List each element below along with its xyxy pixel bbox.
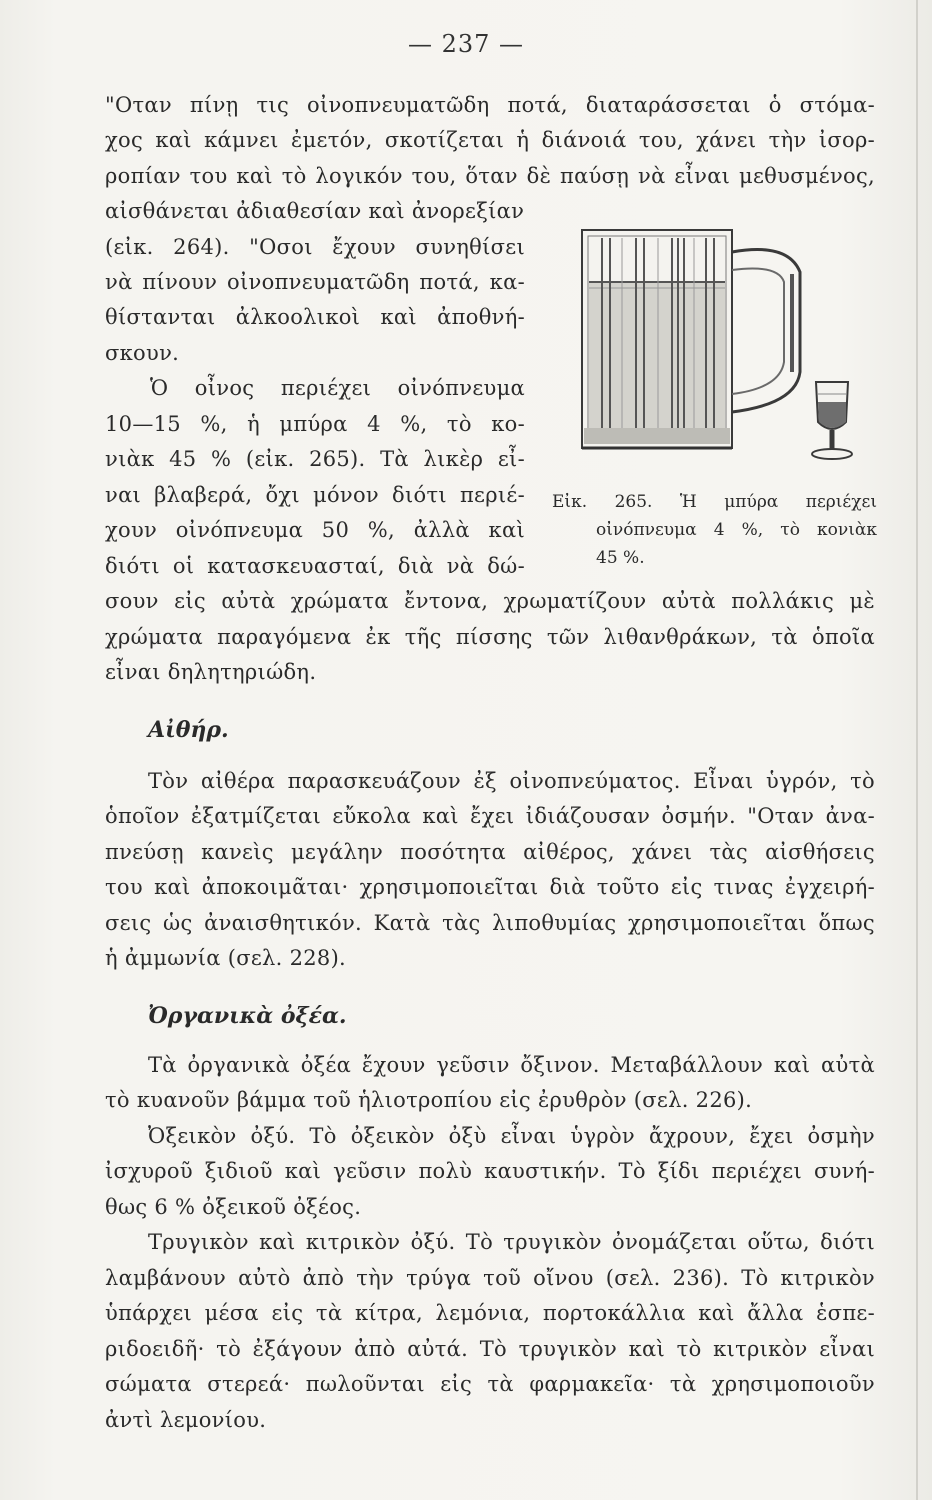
- text-line: ἰσχυροῦ ξιδιοῦ καὶ γεῦσιν πολὺ καυστικήν. Τὸ ξίδι περιέχει συνή-: [105, 1159, 875, 1183]
- text-line: Τὸν αἰθέρα παρασκευάζουν ἐξ οἰνοπνεύματος. Εἶναι ὑγρόν, τὸ: [148, 769, 875, 793]
- text-line: σουν εἰς αὐτὰ χρώματα ἔντονα, χρωματίζουν αὐτὰ πολλάκις μὲ: [105, 589, 875, 613]
- figure-caption-line: οἰνόπνευμα 4 %, τὸ κονιὰκ: [596, 520, 877, 540]
- text-line: χουν οἰνόπνευμα 50 %, ἀλλὰ καὶ: [105, 518, 525, 542]
- text-line: 10—15 %, ἡ μπύρα 4 %, τὸ κο-: [105, 412, 525, 436]
- text-line: ναι βλαβερά, ὄχι μόνον διότι περιέ-: [105, 483, 525, 507]
- text-line: Τρυγικὸν καὶ κιτρικὸν ὀξύ. Τὸ τρυγικὸν ὀνομάζεται οὕτω, διότι: [148, 1230, 875, 1254]
- text-line: χρώματα παραγόμενα ἐκ τῆς πίσσης τῶν λιθανθράκων, τὰ ὁποῖα: [105, 625, 875, 649]
- text-line: αἰσθάνεται ἀδιαθεσίαν καὶ ἀνορεξίαν: [105, 199, 525, 223]
- liqueur-glass-icon: [812, 382, 852, 459]
- text-line: θως 6 % ὀξεικοῦ ὀξέος.: [105, 1195, 362, 1219]
- text-line: του καὶ ἀποκοιμᾶται· χρησιμοποιεῖται διὰ τοῦτο εἰς τινας ἐγχειρή-: [105, 875, 875, 899]
- text-line: σεις ὡς ἀναισθητικόν. Κατὰ τὰς λιποθυμίας χρησιμοποιεῖται ὅπως: [105, 911, 875, 935]
- text-line: διότι οἱ κατασκευασταί, διὰ νὰ δώ-: [105, 554, 525, 578]
- text-line: Ὀξεικὸν ὀξύ. Τὸ ὀξεικὸν ὀξὺ εἶναι ὑγρὸν ἄχρουν, ἔχει ὀσμὴν: [148, 1124, 875, 1148]
- page-number: — 237 —: [407, 30, 525, 58]
- book-spine-edge: [916, 0, 918, 1500]
- text-line: ροπίαν του καὶ τὸ λογικόν του, ὅταν δὲ παύσῃ νὰ εἶναι μεθυσμένος,: [105, 164, 875, 188]
- text-line: χος καὶ κάμνει ἐμετόν, σκοτίζεται ἡ διάνοιά του, χάνει τὴν ἰσορ-: [105, 128, 875, 152]
- text-line: τὸ κυανοῦν βάμμα τοῦ ἡλιοτροπίου εἰς ἐρυθρὸν (σελ. 226).: [105, 1088, 753, 1112]
- beer-mug-icon: [582, 230, 800, 448]
- text-line: λαμβάνουν αὐτὸ ἀπὸ τὴν τρύγα τοῦ οἴνου (σελ. 236). Τὸ κιτρικὸν: [105, 1266, 875, 1290]
- section-heading-ether: Αἰθήρ.: [148, 717, 229, 743]
- text-line: ἀντὶ λεμονίου.: [105, 1408, 267, 1432]
- figure-caption-line: Εἰκ. 265. Ἡ μπύρα περιέχει: [552, 492, 877, 512]
- beer-mug-and-glass-illustration: [578, 222, 878, 472]
- text-line: εἶναι δηλητηριώδη.: [105, 660, 317, 684]
- text-line: ὑπάρχει μέσα εἰς τὰ κίτρα, λεμόνια, πορτοκάλλια καὶ ἄλλα ἑσπε-: [105, 1301, 875, 1325]
- figure-caption-line: 45 %.: [596, 548, 645, 568]
- text-line: ριδοειδῆ· τὸ ἐξάγουν ἀπὸ αὐτά. Τὸ τρυγικὸν καὶ τὸ κιτρικὸν εἶναι: [105, 1337, 875, 1361]
- section-heading-organic-acids: Ὀργανικὰ ὀξέα.: [148, 1003, 347, 1029]
- text-line: "Οταν πίνῃ τις οἰνοπνευματῶδη ποτά, διαταράσσεται ὁ στόμα-: [105, 93, 875, 117]
- text-line: σκουν.: [105, 341, 180, 365]
- text-line: (εἰκ. 264). "Οσοι ἔχουν συνηθίσει: [105, 235, 525, 259]
- text-line: νὰ πίνουν οἰνοπνευματῶδη ποτά, κα-: [105, 270, 525, 294]
- text-line: πνεύσῃ κανεὶς μεγάλην ποσότητα αἰθέρος, χάνει τὰς αἰσθήσεις: [105, 840, 875, 864]
- text-line: ἡ ἀμμωνία (σελ. 228).: [105, 946, 347, 970]
- text-line: Τὰ ὀργανικὰ ὀξέα ἔχουν γεῦσιν ὄξινον. Μεταβάλλουν καὶ αὐτὰ: [148, 1053, 875, 1077]
- text-line: Ὁ οἶνος περιέχει οἰνόπνευμα: [150, 376, 525, 400]
- text-line: θίστανται ἀλκοολικοὶ καὶ ἀποθνή-: [105, 305, 525, 329]
- text-line: νιὰκ 45 % (εἰκ. 265). Τὰ λικὲρ εἶ-: [105, 447, 525, 471]
- text-line: ὁποῖον ἐξατμίζεται εὔκολα καὶ ἔχει ἰδιάζουσαν ὀσμήν. "Οταν ἀνα-: [105, 804, 875, 828]
- text-line: σώματα στερεά· πωλοῦνται εἰς τὰ φαρμακεῖα· τὰ χρησιμοποιοῦν: [105, 1372, 875, 1396]
